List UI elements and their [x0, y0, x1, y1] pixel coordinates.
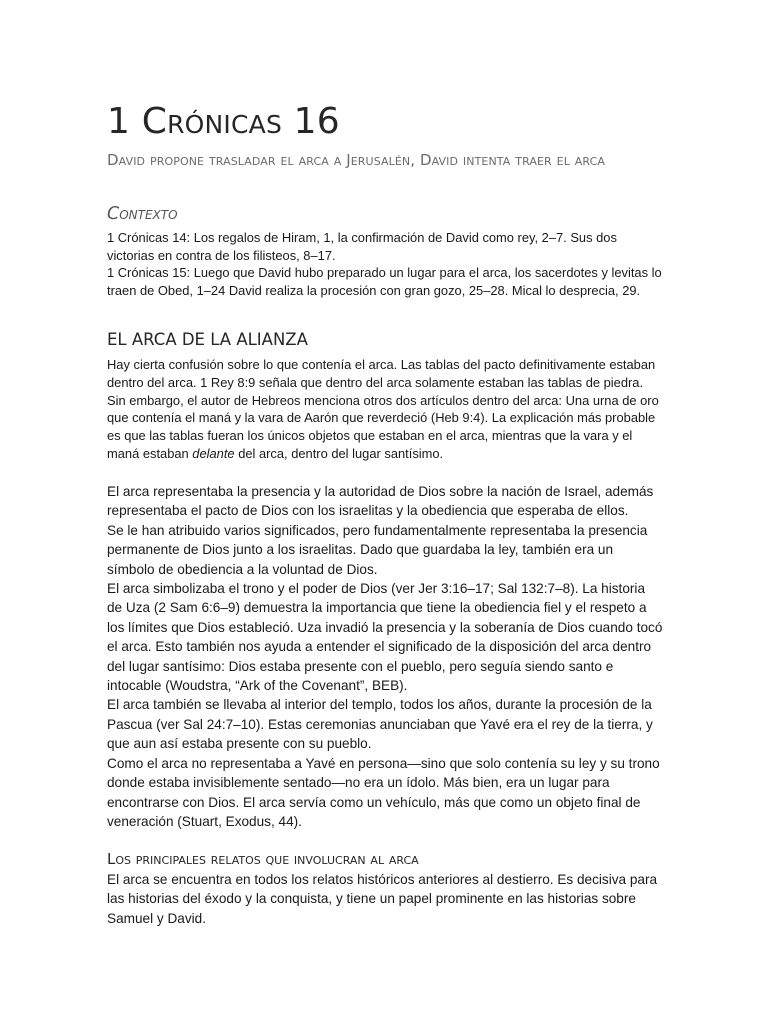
relatos-paragraph: El arca se encuentra en todos los relatos históricos anteriores al destierro. Es decisiva para las historias del éxodo y la conquista, y tiene un papel prominente en las historias sobre Samuel y David.: [107, 872, 658, 926]
arca-intro-italic-word: delante: [192, 445, 235, 461]
document-title: 1 Crónicas 16: [107, 101, 340, 142]
arca-paragraph: El arca también se llevaba al interior del templo, todos los años, durante la procesión de la Pascua (ver Sal 24:7–10). Estas ceremonias anunciaban que Yavé era el rey de la tierra, y que aun así estaba presente con su pueblo.: [107, 697, 653, 752]
arca-intro-text-end: del arca, dentro del lugar santísimo.: [238, 445, 444, 461]
arca-paragraph: Como el arca no representaba a Yavé en persona—sino que solo contenía su ley y su trono donde estaba invisiblemente sentado—no era un ídolo. Más bien, era un lugar para encontrarse con Dios. El arca servía como un vehículo, más que como un objeto final de veneración (Stuart, Exodus, 44).: [107, 755, 660, 829]
relatos-heading: Los principales relatos que involucran al arca: [107, 850, 419, 868]
context-paragraph: 1 Crónicas 14: Los regalos de Hiram, 1, la confirmación de David como rey, 2–7. Sus dos victorias en contra de los filisteos, 8–17.: [107, 230, 617, 263]
context-heading: Contexto: [107, 204, 178, 224]
arca-intro-text: Hay cierta confusión sobre lo que contenía el arca. Las tablas del pacto definitivamente estaban dentro del arca. 1 Rey 8:9 señala que dentro del arca solamente estaban las tablas de piedra. Sin embargo, el autor de Hebreos menciona otros dos artículos dentro del arca: Una urna de oro que contenía el maná y la vara de Aarón que reverdeció (Heb 9:4). La explicación más probable es que las tablas fueran los únicos objetos que estaban en el arca, mientras que la vara y el maná estaban: [107, 357, 659, 461]
arca-section: [107, 482, 663, 831]
arca-paragraph: El arca simbolizaba el trono y el poder de Dios (ver Jer 3:16–17; Sal 132:7–8). La historia de Uza (2 Sam 6:6–9) demuestra la importancia que tiene la obediencia fiel y el respeto a los límites que Dios estableció. Uza invadió la presencia y la soberanía de Dios cuando tocó el arca. Esto también nos ayuda a entender el significado de la disposición del arca dentro del lugar santísimo: Dios estaba presente con el pueblo, pero seguía siendo santo e intocable (Woudstra, “Ark of the Covenant”, BEB).: [107, 581, 663, 694]
arca-heading: EL ARCA DE LA ALIANZA: [107, 330, 308, 349]
document-subtitle: David propone trasladar el arca a Jerusalén, David intenta traer el arca: [107, 151, 606, 169]
arca-intro-paragraph: [107, 356, 663, 463]
context-section: [107, 229, 663, 299]
arca-paragraph: El arca representaba la presencia y la autoridad de Dios sobre la nación de Israel, además representaba el pacto de Dios con los israelitas y la obediencia que esperaba de ellos.: [107, 484, 654, 519]
arca-paragraph: Se le han atribuido varios significados, pero fundamentalmente representaba la presencia permanente de Dios junto a los israelitas. Dado que guardaba la ley, también era un símbolo de obediencia a la voluntad de Dios.: [107, 522, 648, 577]
context-paragraph: 1 Crónicas 15: Luego que David hubo preparado un lugar para el arca, los sacerdotes y levitas lo traen de Obed, 1–24 David realiza la procesión con gran gozo, 25–28. Mical lo desprecia, 29.: [107, 265, 662, 298]
